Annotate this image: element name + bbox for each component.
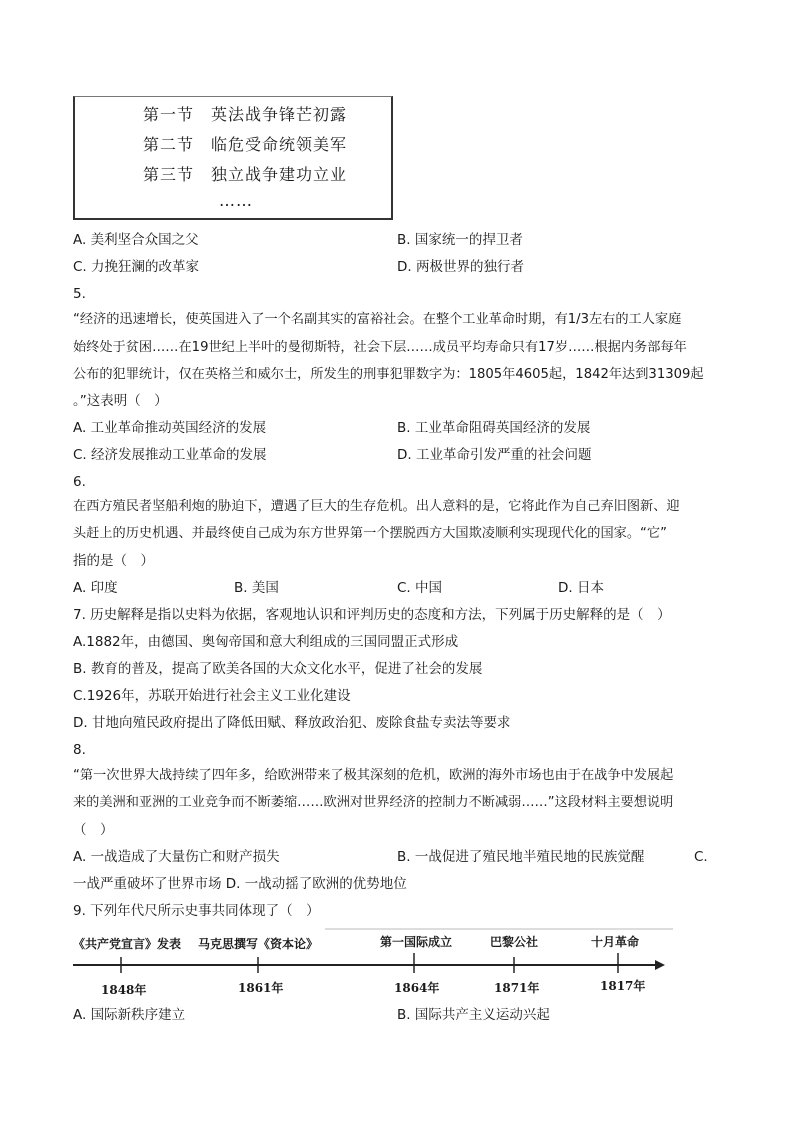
- timeline-year-1: 1848年: [101, 983, 147, 997]
- box-row-3: 第三节 独立战争建功立业: [143, 165, 348, 184]
- timeline-event-4: 巴黎公社: [490, 935, 539, 949]
- q7-option-d[interactable]: D. 甘地向殖民政府提出了降低田赋、释放政治犯、废除食盐专卖法等要求: [73, 715, 511, 731]
- q6-option-d[interactable]: D. 日本: [558, 580, 604, 596]
- timeline-year-5: 1817年: [600, 979, 646, 993]
- q7-option-b[interactable]: B. 教育的普及，提高了欧美各国的大众文化水平，促进了社会的发展: [73, 661, 483, 677]
- q4-option-c[interactable]: C. 力挽狂澜的改革家: [73, 259, 200, 275]
- q4-option-a[interactable]: A. 美利坚合众国之父: [73, 232, 199, 248]
- q5-stem-line-4: 。”这表明（ ）: [73, 393, 168, 409]
- q5-option-c[interactable]: C. 经济发展推动工业革命的发展: [73, 447, 267, 463]
- q5-option-d[interactable]: D. 工业革命引发严重的社会问题: [397, 447, 592, 463]
- q5-stem-line-3: 公布的犯罪统计，仅在英格兰和威尔士，所发生的刑事犯罪数字为：1805年4605起，1842年达到31309起: [73, 367, 704, 382]
- q4-option-d[interactable]: D. 两极世界的独行者: [397, 259, 524, 275]
- q6-option-b[interactable]: B. 美国: [234, 580, 279, 596]
- q8-option-c-label[interactable]: C.: [694, 849, 708, 865]
- timeline-arrow-icon: [655, 960, 665, 970]
- q6-stem-line-3: 指的是（ ）: [73, 553, 154, 569]
- q8-stem-line-2: 来的美洲和亚洲的工业竞争而不断萎缩……欧洲对世界经济的控制力不断减弱……”这段材料主要想说明: [73, 795, 674, 810]
- q6-number: 6.: [73, 474, 86, 490]
- timeline-year-3: 1864年: [394, 981, 440, 995]
- q5-number: 5.: [73, 286, 86, 302]
- timeline-event-1: 《共产党宣言》发表: [73, 937, 182, 951]
- q7-option-c[interactable]: C.1926年，苏联开始进行社会主义工业化建设: [73, 688, 351, 704]
- box-row-2: 第二节 临危受命统领美军: [143, 135, 348, 154]
- timeline-year-2: 1861年: [238, 981, 284, 995]
- q5-option-a[interactable]: A. 工业革命推动英国经济的发展: [73, 420, 267, 436]
- timeline-year-4: 1871年: [494, 981, 540, 995]
- q8-option-a[interactable]: A. 一战造成了大量伤亡和财产损失: [73, 849, 280, 865]
- q8-stem-line-1: “第一次世界大战持续了四年多，给欧洲带来了极其深刻的危机，欧洲的海外市场也由于在战争中发展起: [73, 768, 674, 783]
- timeline: [73, 925, 673, 997]
- q8-option-b[interactable]: B. 一战促进了殖民地半殖民地的民族觉醒: [397, 849, 645, 865]
- box-row-1: 第一节 英法战争锋芒初露: [143, 105, 348, 124]
- q6-stem-line-1: 在西方殖民者坚船利炮的胁迫下，遭遇了巨大的生存危机。出人意料的是，它将此作为自己弃旧图新、迎: [73, 499, 680, 514]
- q5-option-b[interactable]: B. 工业革命阻碍英国经济的发展: [397, 420, 591, 436]
- q9-stem: 9. 下列年代尺所示史事共同体现了（ ）: [73, 903, 320, 919]
- box-row-ellipsis: ……: [219, 191, 253, 210]
- q9-option-a[interactable]: A. 国际新秩序建立: [73, 1007, 186, 1023]
- q4-option-b[interactable]: B. 国家统一的捍卫者: [397, 232, 523, 248]
- q5-stem-line-1: “经济的迅速增长，使英国进入了一个名副其实的富裕社会。在整个工业革命时期，有1/3左右的工人家庭: [73, 312, 682, 327]
- q9-option-b[interactable]: B. 国际共产主义运动兴起: [397, 1007, 550, 1023]
- timeline-event-2: 马克思撰写《资本论》: [198, 937, 319, 951]
- q7-option-a[interactable]: A.1882年，由德国、奥匈帝国和意大利组成的三国同盟正式形成: [73, 634, 459, 650]
- q6-stem-line-2: 头赶上的历史机遇、并最终使自己成为东方世界第一个摆脱西方大国欺凌顺利实现现代化的国家。“它”: [73, 526, 667, 541]
- q5-stem-line-2: 始终处于贫困……在19世纪上半叶的曼彻斯特，社会下层……成员平均寿命只有17岁……根据内务部每年: [73, 340, 687, 355]
- timeline-event-3: 第一国际成立: [380, 935, 453, 949]
- q8-stem-line-3: （ ）: [73, 822, 114, 838]
- q8-number: 8.: [73, 742, 86, 758]
- timeline-event-5: 十月革命: [591, 935, 640, 949]
- q6-option-a[interactable]: A. 印度: [73, 580, 118, 596]
- q6-option-c[interactable]: C. 中国: [397, 580, 443, 596]
- material-box: [73, 96, 393, 220]
- q8-option-c-d-line[interactable]: 一战严重破坏了世界市场 D. 一战动摇了欧洲的优势地位: [73, 876, 407, 892]
- q7-stem: 7. 历史解释是指以史料为依据，客观地认识和评判历史的态度和方法，下列属于历史解释的是（ ）: [73, 607, 671, 623]
